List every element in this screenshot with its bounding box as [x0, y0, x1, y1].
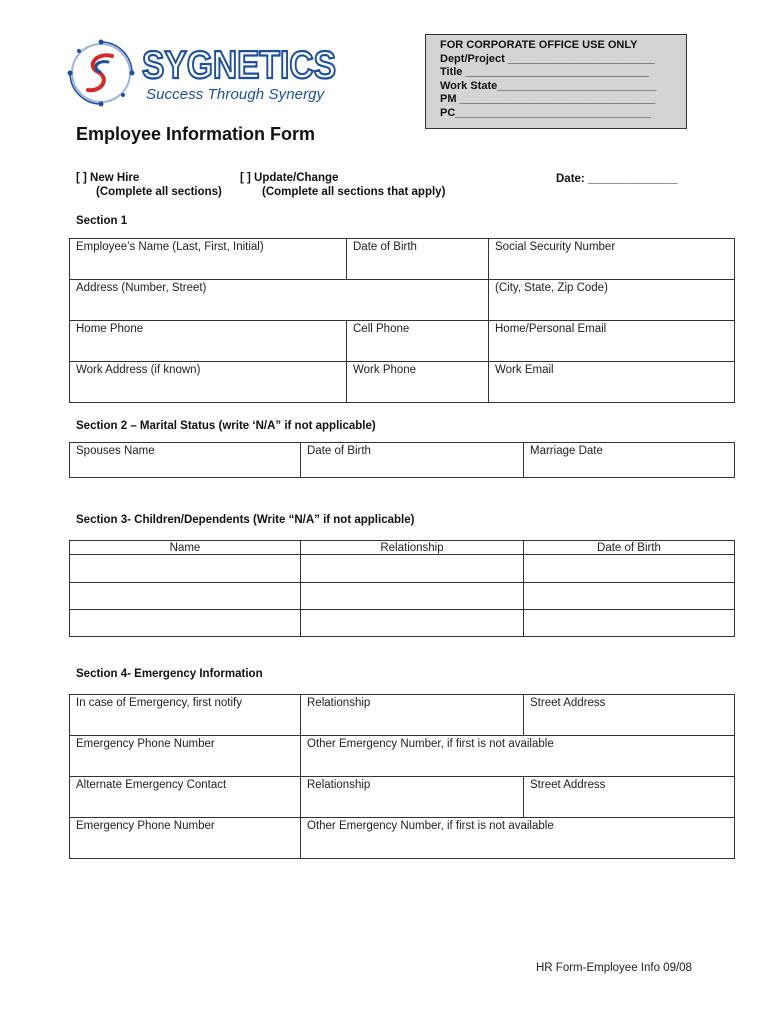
dependent-3-relationship[interactable] [300, 609, 524, 637]
date-field[interactable]: Date: ______________ [556, 173, 678, 185]
title-line[interactable]: Title ______________________________ [440, 66, 649, 78]
dependent-2-dob[interactable] [523, 582, 735, 610]
dependents-relationship-header: Relationship [300, 540, 524, 555]
dependent-3-dob[interactable] [523, 609, 735, 637]
marriage-date-field[interactable]: Marriage Date [523, 442, 735, 478]
form-title: Employee Information Form [76, 124, 316, 144]
logo-brand-text: SYGNETICS [142, 44, 336, 87]
employee-name-field[interactable]: Employee’s Name (Last, First, Initial) [69, 238, 347, 280]
cell-phone-field[interactable]: Cell Phone [346, 320, 489, 362]
work-state-line[interactable]: Work State__________________________ [440, 79, 657, 92]
dependent-1-name[interactable] [69, 554, 301, 583]
date-of-birth-field[interactable]: Date of Birth [346, 238, 489, 280]
dependent-1-dob[interactable] [523, 554, 735, 583]
corporate-box-heading: FOR CORPORATE OFFICE USE ONLY [440, 39, 638, 51]
address-field[interactable]: Address (Number, Street) [69, 279, 489, 321]
work-phone-field[interactable]: Work Phone [346, 361, 489, 403]
company-logo-mark [66, 38, 136, 108]
emergency-phone-field[interactable]: Emergency Phone Number [69, 735, 301, 777]
section-3-title: Section 3- Children/Dependents (Write “N/A” if not applicable) [76, 514, 415, 526]
emergency-relationship-field[interactable]: Relationship [300, 694, 524, 736]
dependents-name-header: Name [69, 540, 301, 555]
emergency-first-notify-field[interactable]: In case of Emergency, first notify [69, 694, 301, 736]
company-logo-wordmark [140, 40, 340, 90]
emergency-street-address-field[interactable]: Street Address [523, 694, 735, 736]
section-4-title: Section 4- Emergency Information [76, 668, 263, 680]
alternate-other-number-field[interactable]: Other Emergency Number, if first is not available [300, 817, 735, 859]
dept-project-line[interactable]: Dept/Project ________________________ [440, 52, 655, 65]
pm-line[interactable]: PM ________________________________ [440, 93, 656, 105]
home-phone-field[interactable]: Home Phone [69, 320, 347, 362]
update-change-checkbox[interactable]: [ ] Update/Change [240, 172, 339, 184]
dependent-3-name[interactable] [69, 609, 301, 637]
new-hire-checkbox[interactable]: [ ] New Hire [76, 172, 140, 184]
work-email-field[interactable]: Work Email [488, 361, 735, 403]
alternate-contact-field[interactable]: Alternate Emergency Contact [69, 776, 301, 818]
dependents-dob-header: Date of Birth [523, 540, 735, 555]
emergency-other-number-field[interactable]: Other Emergency Number, if first is not available [300, 735, 735, 777]
spouse-name-field[interactable]: Spouses Name [69, 442, 301, 478]
section-1-title: Section 1 [76, 215, 128, 227]
city-state-zip-field[interactable]: (City, State, Zip Code) [488, 279, 735, 321]
work-address-field[interactable]: Work Address (if known) [69, 361, 347, 403]
dependent-2-name[interactable] [69, 582, 301, 610]
section-2-title: Section 2 – Marital Status (write ‘N/A” if not applicable) [76, 420, 376, 432]
corporate-use-box [425, 34, 687, 129]
dependent-1-relationship[interactable] [300, 554, 524, 583]
logo-tagline: Success Through Synergy [146, 86, 325, 103]
new-hire-note: (Complete all sections) [96, 186, 222, 198]
alternate-phone-field[interactable]: Emergency Phone Number [69, 817, 301, 859]
alternate-relationship-field[interactable]: Relationship [300, 776, 524, 818]
dependent-2-relationship[interactable] [300, 582, 524, 610]
spouse-dob-field[interactable]: Date of Birth [300, 442, 524, 478]
alternate-street-address-field[interactable]: Street Address [523, 776, 735, 818]
personal-email-field[interactable]: Home/Personal Email [488, 320, 735, 362]
form-footer-code: HR Form-Employee Info 09/08 [536, 962, 692, 974]
ssn-field[interactable]: Social Security Number [488, 238, 735, 280]
pc-line[interactable]: PC________________________________ [440, 106, 652, 119]
update-change-note: (Complete all sections that apply) [262, 186, 446, 198]
